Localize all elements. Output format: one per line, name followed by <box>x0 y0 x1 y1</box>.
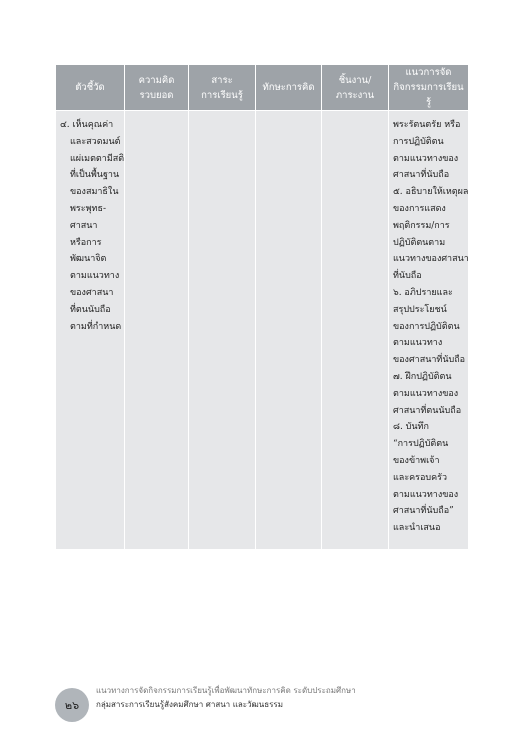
activity-line: ของข้าพเจ้า <box>393 455 440 466</box>
activity-line: ศาสนาที่ตนนับถือ <box>393 405 462 416</box>
indicator-line: ที่ตนนับถือ <box>70 304 111 315</box>
table-row <box>56 111 469 550</box>
activity-line: และนำเสนอ <box>393 523 441 534</box>
activity-line: ของศาสนาที่นับถือ <box>393 355 466 366</box>
indicator-line: แผ่เมตตามีสติ <box>70 153 125 164</box>
activity-line: ศาสนาที่นับถือ <box>393 170 450 181</box>
activity-line: “การปฏิบัติตน <box>393 439 449 450</box>
header-thinking-skill: ทักษะการคิด <box>256 65 322 111</box>
header-activities: แนวการจัด กิจกรรมการเรียนรู้ <box>389 65 469 111</box>
activity-line: ศาสนาที่นับถือ” <box>393 506 454 517</box>
indicator-line: ของสมาธิใน <box>70 187 119 198</box>
cell-indicator <box>56 111 125 550</box>
activity-line: ตามแนวทาง <box>393 338 443 349</box>
cell-workpiece <box>322 111 389 550</box>
activity-line: ของการแสดง <box>393 203 446 214</box>
activity-line: ตามแนวทางของ <box>393 153 459 164</box>
activity-line: ๖. อภิปรายและ <box>393 287 453 298</box>
indicator-line: หรือการ <box>70 237 102 248</box>
activity-line: ๘. บันทึก <box>393 422 429 433</box>
cell-concept <box>125 111 189 550</box>
header-workpiece: ชิ้นงาน/ ภาระงาน <box>322 65 389 111</box>
indicator-line: พระพุทธ- <box>70 203 106 214</box>
cell-activities <box>389 111 469 550</box>
activity-line: แนวทางของศาสนา <box>393 254 469 265</box>
running-footer <box>96 684 456 712</box>
activity-line: พฤติกรรม/การ <box>393 220 450 231</box>
footer-book-title: แนวทางการจัดกิจกรรมการเรียนรู้เพื่อพัฒนาทักษะการคิด ระดับประถมศึกษา <box>96 686 356 695</box>
activity-line: ของการปฏิบัติตน <box>393 321 460 332</box>
page-number-badge <box>55 688 89 722</box>
cell-content <box>189 111 256 550</box>
activity-line: ตามแนวทางของ <box>393 489 459 500</box>
indicator-line: พัฒนาจิต <box>70 254 107 265</box>
table-header-row <box>56 65 469 111</box>
page-number: ๒๖ <box>64 699 80 712</box>
header-content: สาระ การเรียนรู้ <box>189 65 256 111</box>
activity-line: ตามแนวทางของ <box>393 388 459 399</box>
activity-line: ที่นับถือ <box>393 271 422 282</box>
activity-line: และครอบครัว <box>393 472 448 483</box>
indicator-line: และสวดมนต์ <box>70 136 121 147</box>
activity-line: พระรัตนตรัย หรือ <box>393 120 461 130</box>
indicator-line: ตามที่กำหนด <box>70 321 122 332</box>
indicator-line: ๔. เห็นคุณค่า <box>60 120 114 130</box>
activity-line: สรุปประโยชน์ <box>393 304 447 315</box>
footer-subject-group: กลุ่มสาระการเรียนรู้สังคมศึกษา ศาสนา และวัฒนธรรม <box>96 700 283 709</box>
curriculum-table <box>55 64 468 534</box>
activity-line: ๗. ฝึกปฏิบัติตน <box>393 371 452 382</box>
activity-line: ปฏิบัติตนตาม <box>393 237 446 248</box>
activity-line: ๕. อธิบายให้เหตุผล <box>393 187 469 198</box>
indicator-line: ที่เป็นพื้นฐาน <box>70 170 120 181</box>
cell-thinking-skill <box>256 111 322 550</box>
indicator-line: ตามแนวทาง <box>70 271 120 282</box>
indicator-line: ของศาสนา <box>70 287 114 298</box>
indicator-line: ศาสนา <box>70 220 98 231</box>
header-concept: ความคิด รวบยอด <box>125 65 189 111</box>
activity-line: การปฏิบัติตน <box>393 136 444 147</box>
header-indicator: ตัวชี้วัด <box>56 65 125 111</box>
